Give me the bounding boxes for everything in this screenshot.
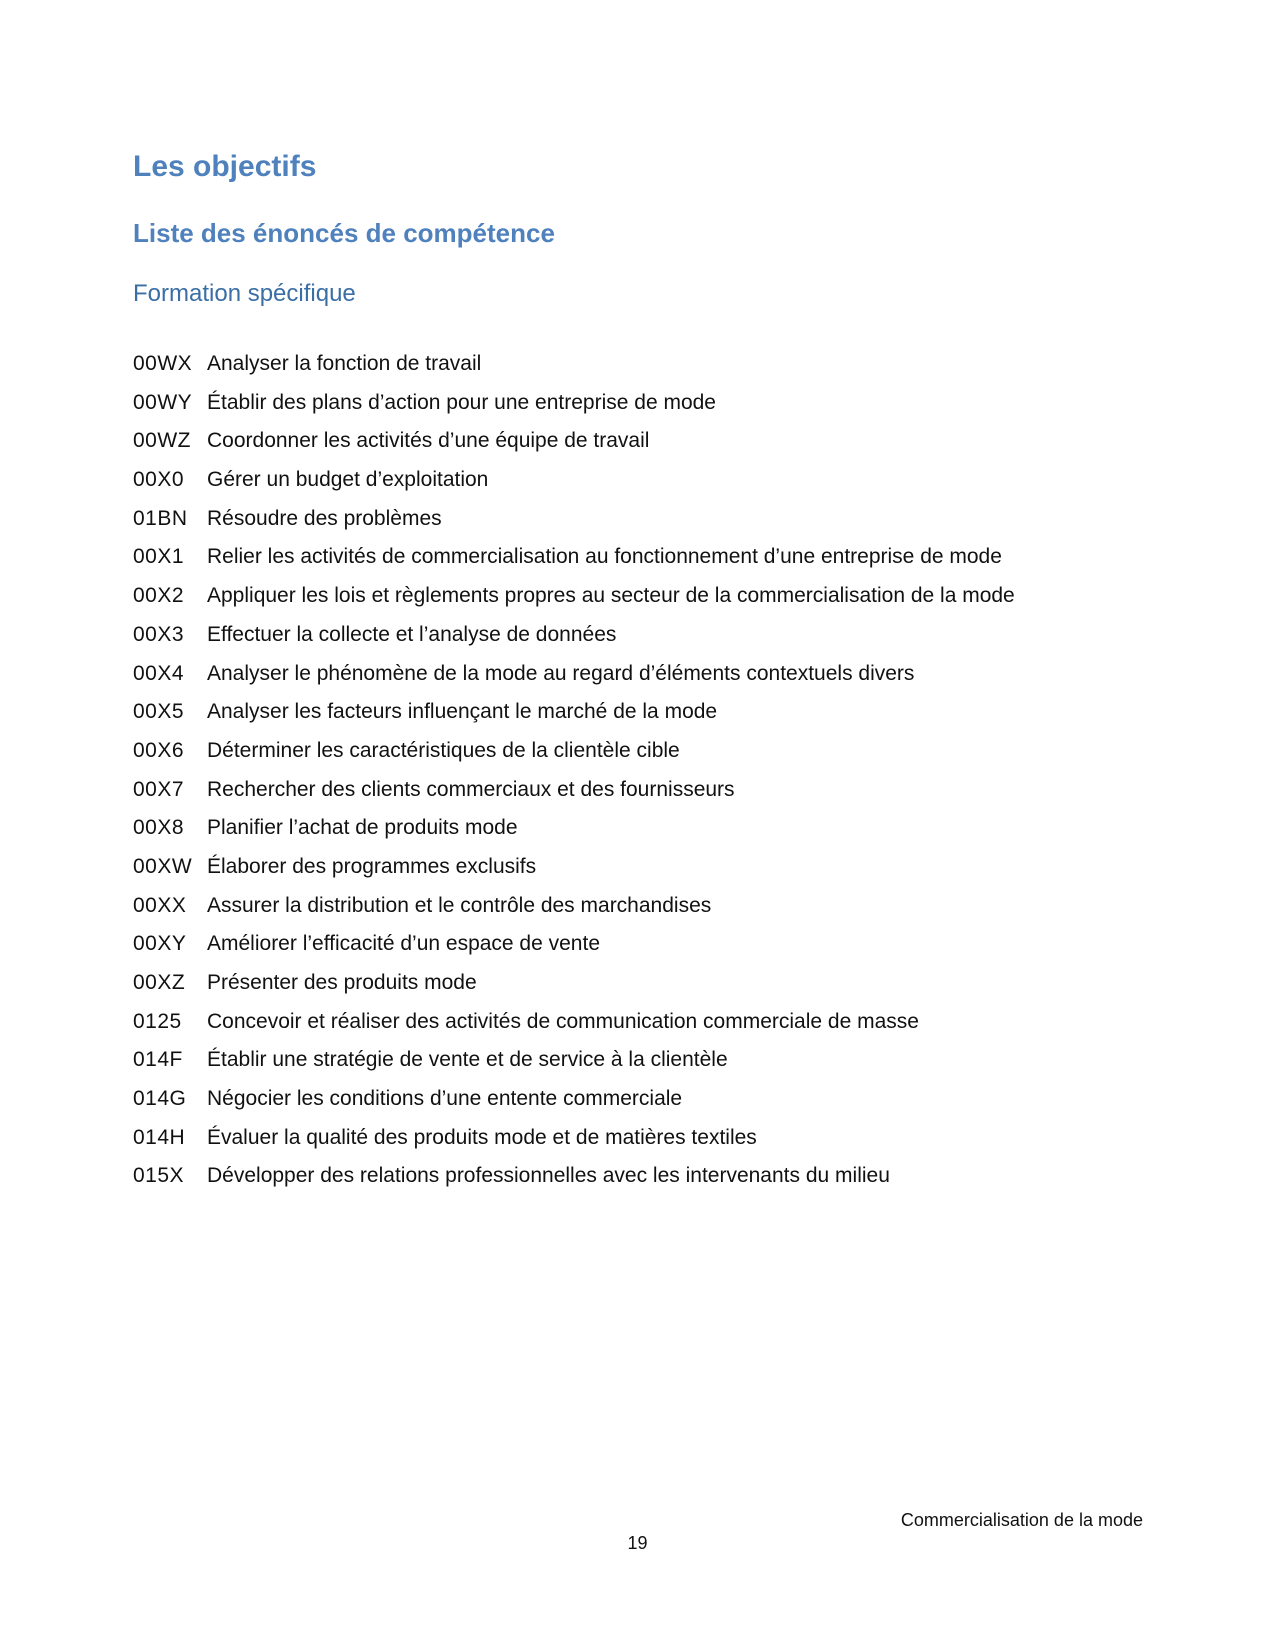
competency-label: Résoudre des problèmes [207, 506, 442, 530]
competency-code: 014H [133, 1125, 186, 1149]
competency-code: 00X3 [133, 622, 185, 646]
footer-program-title: Commercialisation de la mode [900, 1510, 1143, 1530]
competency-item [133, 538, 1213, 577]
competency-item [133, 809, 1213, 848]
competency-code: 00X0 [133, 468, 185, 492]
competency-label: Évaluer la qualité des produits mode et de matières textiles [207, 1125, 757, 1149]
competency-item [133, 1119, 1213, 1158]
competency-code: 00X7 [133, 777, 185, 801]
competency-label: Rechercher des clients commerciaux et des fournisseurs [207, 777, 735, 801]
competency-label: Présenter des produits mode [207, 971, 477, 994]
competency-item [133, 655, 1213, 694]
page-number: 19 [627, 1533, 648, 1553]
competency-code: 00XW [133, 854, 193, 878]
competency-code: 00X5 [133, 700, 185, 724]
competency-item [133, 1157, 1213, 1196]
competency-code: 00X1 [133, 545, 185, 569]
competency-item [133, 384, 1213, 423]
competency-item [133, 422, 1213, 461]
competency-code: 00WY [133, 390, 193, 414]
competency-label: Analyser le phénomène de la mode au regard d’éléments contextuels divers [207, 661, 915, 685]
competency-code: 00X2 [133, 584, 185, 608]
competency-item [133, 848, 1213, 887]
competency-label: Négocier les conditions d’une entente commerciale [207, 1087, 683, 1111]
competency-code: 00XZ [133, 971, 186, 994]
competency-label: Relier les activités de commercialisation au fonctionnement d’une entreprise de mode [207, 545, 1002, 569]
competency-label: Appliquer les lois et règlements propres au secteur de la commercialisation de la mode [207, 584, 1015, 608]
competency-code: 014F [133, 1048, 183, 1072]
competency-code: 015X [133, 1164, 185, 1188]
competency-item [133, 1003, 1213, 1042]
competency-label: Coordonner les activités d’une équipe de travail [207, 429, 650, 453]
competency-label: Établir une stratégie de vente et de service à la clientèle [207, 1048, 728, 1072]
competency-code: 00WX [133, 352, 193, 375]
section-title: Liste des énoncés de compétence [133, 218, 555, 248]
competency-list [133, 345, 1213, 1196]
competency-item [133, 461, 1213, 500]
competency-item [133, 577, 1213, 616]
competency-item [133, 732, 1213, 771]
competency-label: Déterminer les caractéristiques de la clientèle cible [207, 738, 680, 762]
competency-code: 014G [133, 1087, 187, 1111]
competency-item [133, 1041, 1213, 1080]
competency-code: 00XX [133, 893, 187, 917]
competency-label: Améliorer l’efficacité d’un espace de vente [207, 932, 601, 956]
competency-label: Concevoir et réaliser des activités de communication commerciale de masse [207, 1009, 919, 1033]
competency-label: Assurer la distribution et le contrôle des marchandises [207, 893, 712, 917]
competency-label: Analyser les facteurs influençant le marché de la mode [207, 700, 718, 724]
competency-code: 00X6 [133, 738, 185, 762]
competency-item [133, 693, 1213, 732]
competency-item [133, 1080, 1213, 1119]
competency-label: Effectuer la collecte et l’analyse de données [207, 622, 617, 646]
competency-code: 00X4 [133, 661, 185, 685]
competency-item [133, 500, 1213, 539]
competency-item [133, 345, 1213, 384]
competency-code: 00WZ [133, 429, 192, 453]
competency-item [133, 925, 1213, 964]
competency-code: 00X8 [133, 816, 185, 840]
competency-label: Établir des plans d’action pour une entreprise de mode [207, 390, 716, 414]
competency-item [133, 964, 1213, 1003]
competency-label: Gérer un budget d’exploitation [207, 468, 489, 492]
competency-label: Développer des relations professionnelles avec les intervenants du milieu [207, 1164, 890, 1188]
competency-code: 00XY [133, 932, 187, 956]
competency-item [133, 616, 1213, 655]
subsection-title: Formation spécifique [133, 280, 356, 307]
competency-code: 0125 [133, 1009, 182, 1033]
competency-code: 01BN [133, 506, 188, 530]
competency-label: Élaborer des programmes exclusifs [207, 854, 537, 878]
competency-item [133, 771, 1213, 810]
competency-item [133, 887, 1213, 926]
page-title: Les objectifs [133, 150, 317, 183]
competency-label: Analyser la fonction de travail [207, 352, 482, 375]
competency-label: Planifier l’achat de produits mode [207, 816, 518, 840]
